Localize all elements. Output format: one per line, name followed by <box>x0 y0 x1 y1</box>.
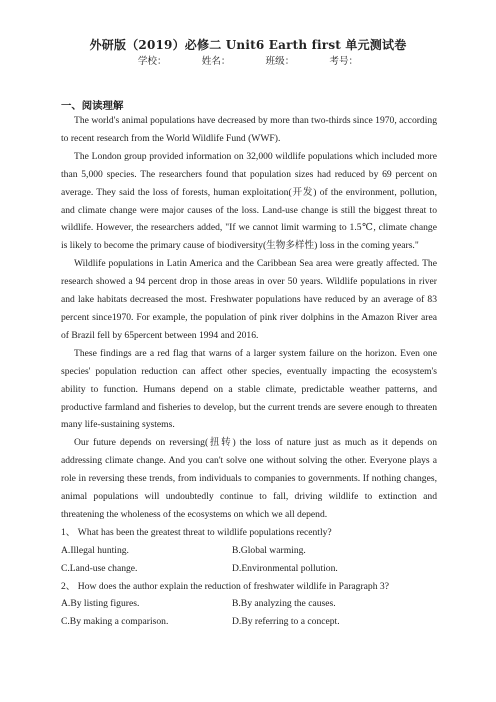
option-d: D.Environmental pollution. <box>232 562 338 574</box>
paragraph-5: Our future depends on reversing(扭转) the loss of nature just as much as it depends on addressing climate change. And you can't solve one without solving the other. Everyone plays a role in reversing these trends, from individuals to companies to governments. If nothing changes, animal populations will undoubtedly continue to fall, driving wildlife to extinction and threatening the wholeness of the ecosystems on which we all depend. <box>61 437 437 520</box>
option-c: C.By making a comparison. <box>61 616 169 628</box>
options-row <box>61 560 437 578</box>
options-row <box>61 542 437 560</box>
name-label: 姓名： <box>201 56 231 67</box>
id-label: 考号： <box>329 56 359 67</box>
option-b: B.Global warming. <box>232 544 306 556</box>
question-stem: 2、 How does the author explain the reduction of freshwater wildlife in Paragraph 3? <box>61 580 389 592</box>
school-label: 学校： <box>137 56 167 67</box>
option-a: A.Illegal hunting. <box>61 544 129 556</box>
question-stem: 1、 What has been the greatest threat to wildlife populations recently? <box>61 526 332 538</box>
page-title: 外研版（2019）必修二 Unit6 Earth first 单元测试卷 <box>89 38 407 52</box>
class-label: 班级： <box>265 56 295 67</box>
student-info-line <box>0 53 496 67</box>
reading-passage <box>61 112 437 631</box>
option-c: C.Land-use change. <box>61 562 138 574</box>
section-heading: 一、阅读理解 <box>61 100 124 112</box>
options-row <box>61 613 437 631</box>
paragraph-3: Wildlife populations in Latin America and the Caribbean Sea area were greatly affected. The research showed a 94 percent drop in those areas in over 50 years. Wildlife populations in river and lake habitats decreased the most. Freshwater populations have reduced by an average of 83 percent since1970. For example, the population of pink river dolphins in the Amazon River area of Brazil fell by 65percent between 1994 and 2016. <box>61 258 437 341</box>
options-row <box>61 595 437 613</box>
paragraph-2: The London group provided information on 32,000 wildlife populations which included more than 5,000 species. The researchers found that population sizes had reduced by 69 percent on average. They said the loss of forests, human exploitation(开发) of the environment, pollution, and climate change were major causes of the loss. Land-use change is still the biggest threat to wildlife. However, the researchers added, "If we cannot limit warming to 1.5℃, climate change is likely to become the primary cause of biodiversity(生物多样性) loss in the coming years." <box>61 150 437 252</box>
option-d: D.By referring to a concept. <box>232 616 340 628</box>
paragraph-4: These findings are a red flag that warns of a larger system failure on the horizon. Even one species' population reduction can affect other species, eventually impacting the ecosystem's ability to function. Humans depend on a stable climate, predictable weather patterns, and productive farmland and fisheries to develop, but the current trends are severe enough to threaten many life-sustaining systems. <box>61 347 437 431</box>
option-a: A.By listing figures. <box>61 598 140 610</box>
paragraph-1: The world's animal populations have decreased by more than two-thirds since 1970, according to recent research from the World Wildlife Fund (WWF). <box>61 115 437 144</box>
option-b: B.By analyzing the causes. <box>232 598 336 610</box>
question-1 <box>61 524 437 578</box>
question-2 <box>61 578 437 632</box>
